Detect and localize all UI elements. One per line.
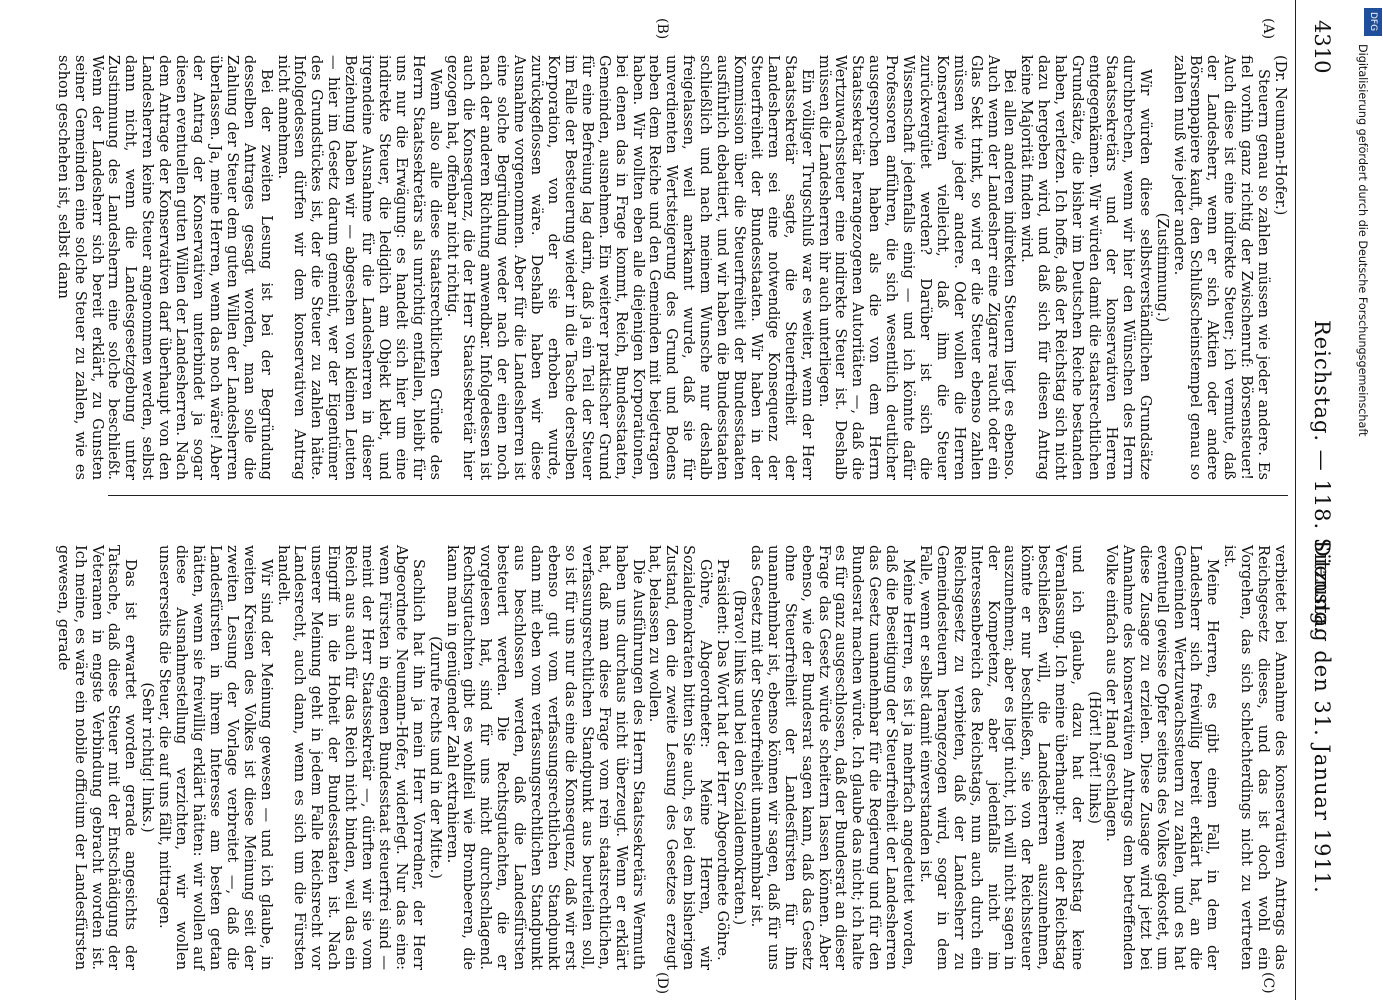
paragraph: Bei der zweiten Lesung ist bei der Begründung desselben Antrages gesagt worden, man solle die Zahlung der Steuer dem guten Willen der Landesherren überlassen. Ja, meine Herren, wenn das noch wäre! Aber der Antrag der Konservativen unterbindet ja sogar diesen eventuellen guten Willen der Landesherren. Nach dem Antrage der Konservativen darf überhaupt von den Landesherren keine Steuer angenommen werden, selbst dann nicht, wenn die Landesgesetzgebung unter Zustimmung des Landesherrn eine solche beschließt. Wenn der Landesherr sich bereit erklärt, zu Gunsten seiner Gemeinden eine solche Steuer zu zahlen, wie es schon geschehen ist, selbst dann: [54, 55, 275, 480]
session-title: Reichstag. — 118. Sitzung.: [1310, 320, 1334, 634]
interjection: (Sehr richtig! links.): [139, 682, 157, 833]
margin-mark-a: (A): [1260, 18, 1276, 40]
interjection: (Hört! hört! links): [1086, 691, 1104, 824]
paragraph: Sachlich hat ihn ja mein Herr Vorredner, der Herr Abgeordnete Neumann-Hofer, widerlegt. Nur das eine: wenn Fürsten in eigenen Bundesstaat steuerfrei sind — meint der Herr Staatssekretär —, dürften wir sie vom Reich aus auch für das Reich nicht binden, weil das ein Eingriff in die Hoheit der Bundesstaaten ist. Nach unserer Meinung geht in jedem Falle Reichsrecht vor Landesrecht, auch dann, wenn es sich um die Fürsten handelt.: [274, 545, 427, 970]
digitization-credit: [1352, 8, 1376, 993]
interjection: (Zustimmung.): [1153, 212, 1171, 323]
left-column: [54, 55, 1289, 480]
margin-mark-d: (D): [654, 972, 670, 995]
speaker-tag: (Dr. Neumann-Hofer.): [1272, 55, 1289, 216]
paragraph: und ich glaube, dazu hat der Reichstag keine Veranlassung. Ich meine überhaupt: wenn der Reichstag beschließen will, die Landesherren auszunehmen, könnte er nur beschließen, sie von der Reichssteuer auszunehmen; aber es liegt nicht, ich will nicht sagen in der Kompetenz, aber jedenfalls nicht im Interessenbereich des Reichstags, nun auch durch ein Reichsgesetz zu verbieten, daß der Landesherr zu Gemeindesteuern herangezogen wird, sogar in dem Falle, wenn er selbst damit einverstanden ist.: [916, 545, 1087, 970]
paragraph: Bei allen anderen indirekten Steuern liegt es ebenso. Auch wenn der Landesherr eine Zigarre raucht oder ein Glas Sekt trinkt, so wird er die Steuer ebenso zahlen müssen wie jeder andere. Oder wollen die Herren Konservativen vielleicht, daß ihm die Steuer zurückvergütet werden? Darüber ist sich die Wissenschaft jedenfalls einig — und ich könnte dafür Professoren anführen, die sich wesentlich deutlicher ausgesprochen haben als die von dem Herrn Staatssekretär herangezogenen Autoritäten —, daß die Wertzuwachssteuer eine indirekte Steuer ist. Deshalb müssen die Landesherren ihr auch unterliegen.: [815, 55, 1019, 480]
header-rule: [1295, 0, 1296, 1000]
paragraph: verbietet bei Annahme des konservativen Antrags das Reichsgesetz dieses, und das ist doch wohl ein Vorgehen, das sich schlechterdings nicht zu vertreten ist.: [1221, 545, 1289, 970]
paragraph: Steuern genau so zahlen müssen wie jeder andere. Es fiel vorhin ganz richtig der Zwischenruf: Börsensteuer! Auch diese ist eine indirekte Steuer; ich vermute, daß der Landesherr, wenn er sich Aktien oder andere Börsenpapiere kauft, den Schlußscheinstempel genau so zahlen muß wie jeder andere.: [1170, 55, 1273, 480]
right-column: [54, 545, 1289, 970]
page-header: [1300, 0, 1340, 1000]
paragraph: Meine Herren, es gibt einen Fall, in dem der Landesherr sich freiwillig bereit erklärt hat, an die Gemeinden Wertzuwachssteuern zu zahlen, und es hat eventuell gewisse Opfer seitens des Volkes gekostet, um diese Zusage zu erzielen. Diese Zusage wird jetzt bei Annahme des konservativen Antrags dem betreffenden Volke einfach aus der Hand geschlagen.: [1102, 545, 1222, 970]
paragraph: Wir sind der Meinung gewesen — und ich glaube, in weiten Kreisen des Volkes ist diese Meinung seit der zweiten Lesung der Vorlage verbreitet —, daß die Landesfürsten in ihrem Interesse am besten getan hätten, wenn sie freiwillig erklärt hätten: wir wollen auf diese Ausnahmestellung verzichten, wir wollen unsererseits die Steuer, die auf uns fällt, mittragen.: [156, 545, 275, 970]
credit-label: Digitalisierung gefördert durch die Deutsche Forschungsgemeinschaft: [1356, 44, 1369, 437]
margin-mark-c: (C): [1260, 972, 1276, 994]
page-number: 4310: [1310, 20, 1334, 74]
paragraph: Ein völliger Trugschluß war es weiter, wenn der Herr Staatssekretär sagte, die Steuerfreiheit der Landesherren sei eine notwendige Konsequenz der Steuerfreiheit der Bundesstaaten. Wir haben in der Kommission über die Steuerfreiheit der Bundesstaaten ausführlich debattiert, und wir haben die Bundesstaaten schließlich und nach meinem Wunsche nur deshalb freigelassen, weil anerkannt wurde, daß sie für unverdienten Wertsteigerung des Grund und Bodens neben dem Reiche und den Gemeinden mit beigetragen haben. Wir wollten eben alle diejenigen Korporationen, bei denen das in Frage kommt, Reich, Bundesstaaten, Gemeinden, ausnehmen. Ein weiterer praktischer Grund für eine Befreiung lag darin, daß ja ein Teil der Steuer im Falle der Besteuerung wieder in die Tasche derselben Korporation, von der sie erhoben wurde, zurückgeflossen wäre. Deshalb haben wir diese Ausnahme vorgenommen. Aber für die Landesherren ist eine solche Begründung weder nach der einen noch nach der anderen Richtung anwendbar. Infolgedessen ist auch die Konsequenz, die der Herr Staatssekretär hier gezogen hat, offenbar nicht richtig.: [443, 55, 816, 480]
paragraph: Das ist erwartet worden gerade angesichts der Tatsache, daß diese Steuer mit der Entschädigung der Veteranen in engste Verbindung gebracht worden ist. Ich meine, es wäre ein nobile officium der Landesfürsten gewesen, gerade: [54, 545, 140, 970]
column-divider: [108, 495, 1288, 496]
credit-text: [1352, 8, 1372, 993]
paragraph: Göhre, Abgeordneter: Meine Herren, wir Sozialdemokraten bitten Sie auch, es bei dem bisherigen Zustand, den die zweite Lesung des Gesetzes erzeugt hat, belassen zu wollen.: [646, 545, 715, 970]
paragraph: Präsident: Das Wort hat der Herr Abgeordnete Göhre.: [714, 559, 732, 961]
paragraph: Wenn also alle diese staatsrechtlichen Gründe des Herrn Staatssekretärs als unrichtig entfallen, bleibt für uns nur die Erwägung: es handelt sich hier um eine indirekte Steuer, die lediglich am Objekt klebt, und irgendeine Ausnahme für die Landesherren in dieser Beziehung haben wir — abgesehen von kleinen Leuten — hier im Gesetz darum gemeint, wer der Eigentümer des Grundstückes ist, der die Steuer zu zahlen hätte. Infolgedessen dürfen wir dem konservativen Antrag nicht annehmen.: [274, 55, 444, 480]
dfg-logo: DFG: [1364, 8, 1382, 36]
paragraph: Die Ausführungen des Herrn Staatssekretärs Wermuth haben uns durchaus nicht überzeugt. Wenn er erklärt hat, daß man diese Frage vom rein staatsrechtlichen, verfassungsrechtlichen Standpunkt aus beurteilen soll, so ist für uns nur das eine die Konsequenz, daß wir erst ebenso gut vom verfassungsrechtlichen Standpunkt dann mit eben vom verfassungsrechtlichen Standpunkt aus beschlossen werden, daß die Landesfürsten besteuert werden. Die Rechtsgutachten, die er vorgelesen hat, sind für uns nicht durchschlagend. Rechtsgutachten gibt es wohlfeil wie Brombeeren, die kann man in genügender Zahl extrahieren.: [443, 545, 647, 970]
interjection: (Zurufe rechts und in der Mitte.): [426, 636, 444, 879]
margin-mark-b: (B): [654, 18, 670, 40]
interjection: (Bravo! links und bei den Sozialdemokraten.): [731, 589, 748, 926]
paragraph: Meine Herren, es ist ja mehrfach angedeutet worden, daß die Beseitigung der Steuerfreiheit der Landesherren das Gesetz unannehmbar für die Regierung und für den Bundesrat machen würde. Ich glaube das nicht; ich halte es für ganz ausgeschlossen, daß der Bundesrat an dieser Frage das Gesetz würde scheitern lassen können. Aber ebenso, wie der Bundesrat sagen kann, daß das Gesetz ohne Steuerfreiheit der Landesfürsten für ihn unannehmbar ist, ebenso können wir sagen, daß für uns das Gesetz mit der Steuerfreiheit unannehmbar ist.: [747, 545, 918, 970]
session-date: Dienstag den 31. Januar 1911.: [1310, 540, 1334, 894]
paragraph: Wir würden diese selbstverständlichen Grundsätze durchbrechen, wenn wir hier den Wünschen des Herrn Staatssekretärs und der konservativen Herren entgegenkämen. Wir würden damit die staatsrechtlichen Grundsätze, die bisher im Deutschen Reiche bestanden haben, verletzen. Ich hoffe, daß der Reichstag sich nicht dazu hergeben wird, und daß sich für diesen Antrag keine Majorität finden wird.: [1018, 55, 1154, 480]
